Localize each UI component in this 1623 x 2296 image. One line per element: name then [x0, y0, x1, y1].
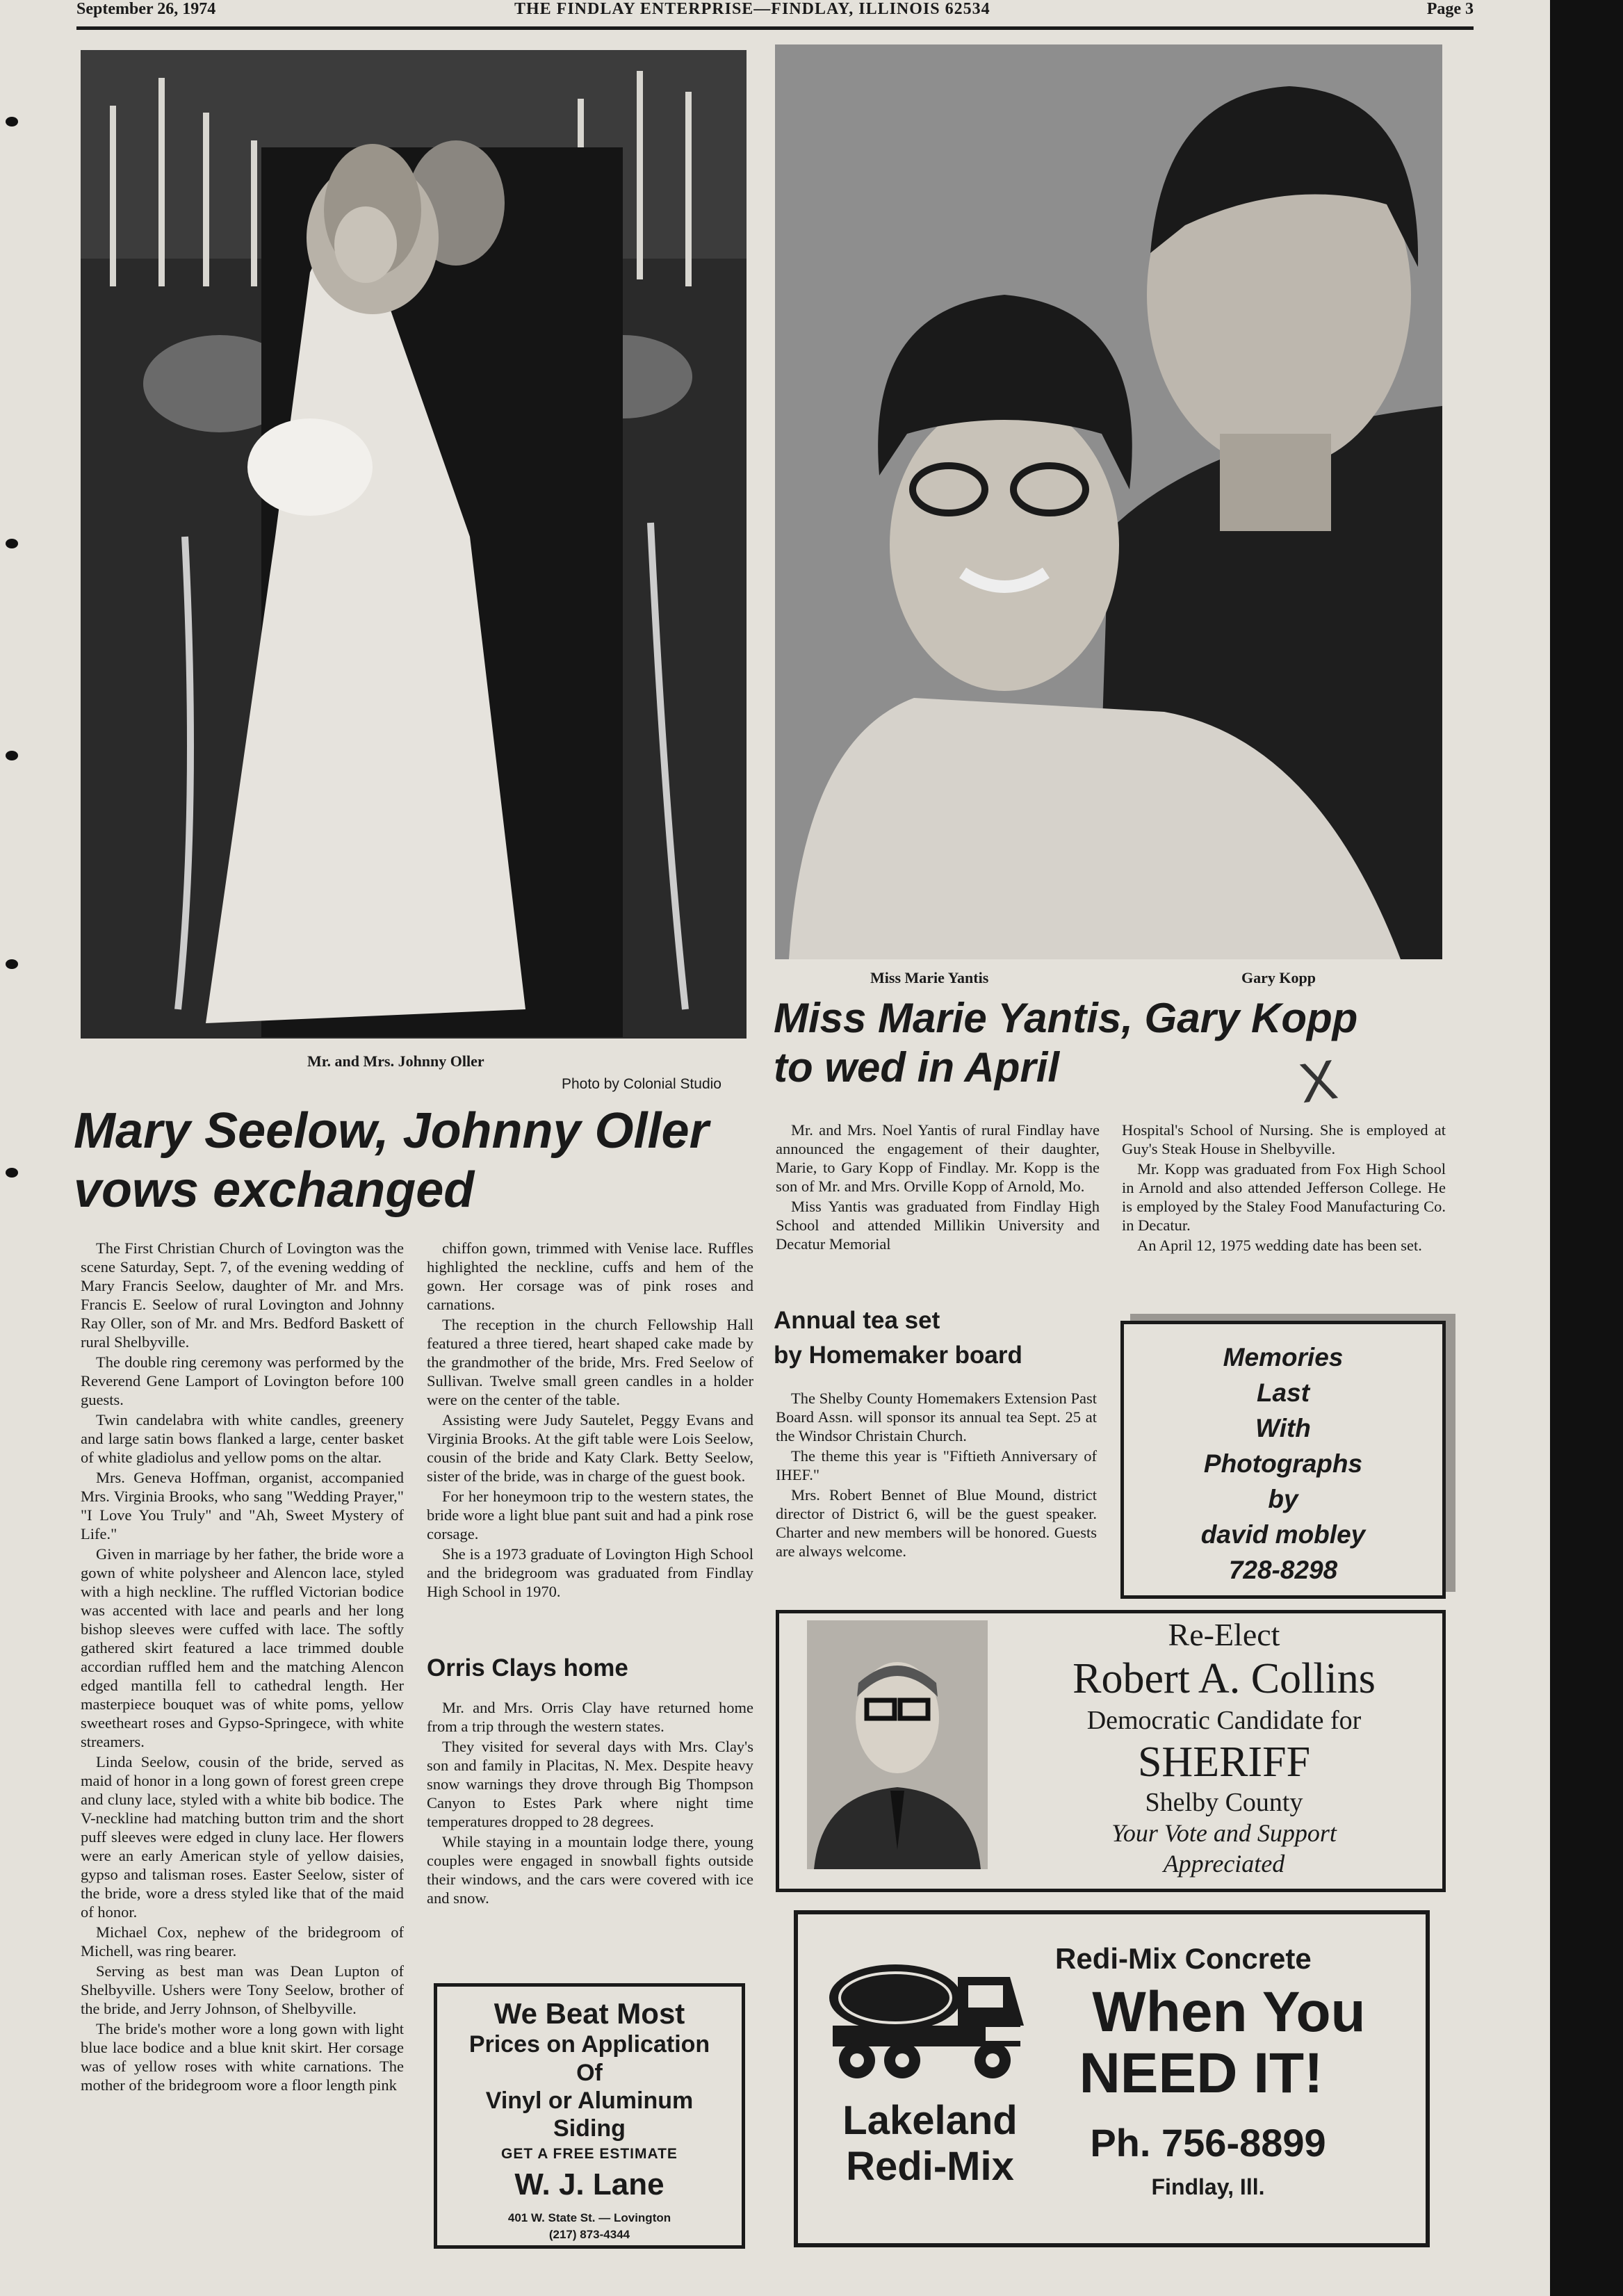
paragraph: Mrs. Robert Bennet of Blue Mound, district director of District 6, will be the guest speaker. Charter and new members will be honored. Guests are always welcome.: [776, 1486, 1097, 1560]
paragraph: Mr. Kopp was graduated from Fox High School in Arnold and also attended Jefferson College. He is employed by the Staley Food Manufacturing Co. in Decatur.: [1122, 1160, 1446, 1234]
binding-hole: [6, 117, 18, 127]
wedding-column-2: [427, 1239, 753, 1602]
ad-phone: (217) 873-4344: [548, 2228, 630, 2241]
ad-line: Your Vote and Support: [1111, 1819, 1337, 1847]
engagement-headline: Miss Marie Yantis, Gary Kopp to wed in April: [774, 995, 1358, 1091]
photo-caption-left: Miss Marie Yantis: [870, 969, 989, 986]
tea-headline-1: Annual tea set: [774, 1307, 940, 1334]
paragraph: The theme this year is "Fiftieth Anniversary of IHEF.": [776, 1447, 1097, 1483]
ad-line: Prices on Application: [468, 2031, 710, 2058]
paragraph: The Shelby County Homemakers Extension Past Board Assn. will sponsor its annual tea Sept. 25 at the Windsor Christain Church.: [776, 1390, 1097, 1444]
masthead-rule: [76, 26, 1474, 30]
ad-line: Re-Elect: [1168, 1617, 1280, 1652]
paragraph: Assisting were Judy Sautelet, Peggy Evans and Virginia Brooks. At the gift table were Lois Seelow, cousin of the bride and Katy Clark. Betty Seelow, sister of the bride, was in charge of the guest book.: [427, 1411, 753, 1485]
paragraph: The First Christian Church of Lovington was the scene Saturday, Sept. 7, of the evening wedding of Mary Francis Seelow, daughter of Mr. and Mrs. Francis E. Seelow of rural Lovington and Johnny Ray Oller, son of Mr. and Mrs. Bedford Baskett of rural Shelbyville.: [81, 1239, 404, 1351]
handwritten-mark: X: [1295, 1048, 1341, 1115]
redi-mix-ad: [794, 1910, 1430, 2247]
candidate-name: Robert A. Collins: [1073, 1655, 1376, 1702]
photo-caption-right: Gary Kopp: [1241, 969, 1316, 986]
paragraph: Miss Yantis was graduated from Findlay High School and attended Millikin University and Decatur Memorial: [776, 1198, 1100, 1253]
ad-line: by: [1268, 1485, 1298, 1513]
ad-line: Siding: [553, 2115, 626, 2142]
ad-line: GET A FREE ESTIMATE: [501, 2146, 678, 2162]
ad-line: Vinyl or Aluminum: [485, 2087, 694, 2114]
binding-hole: [6, 539, 18, 548]
ad-phone: Ph. 756-8899: [1090, 2121, 1326, 2165]
issue-date: September 26, 1974: [76, 0, 216, 18]
collins-ad-text: [1002, 1616, 1446, 1879]
binding-hole: [6, 751, 18, 760]
paragraph: The double ring ceremony was performed by the Reverend Gene Lamport of Lovington before 100 guests.: [81, 1353, 404, 1408]
paragraph: While staying in a mountain lodge there, young couples were engaged in snowball fights outside their windows, and the cars were covered with ice and snow.: [427, 1833, 753, 1907]
paragraph: She is a 1973 graduate of Lovington High School and the bridegroom was graduated from Findlay High School in 1970.: [427, 1545, 753, 1600]
ad-name: W. J. Lane: [514, 2167, 664, 2201]
ad-line: SHERIFF: [1137, 1739, 1311, 1786]
engagement-photo: [775, 44, 1442, 959]
ad-line: We Beat Most: [494, 1997, 685, 2030]
paper-name: THE FINDLAY ENTERPRISE—FINDLAY, ILLINOIS 62534: [514, 0, 990, 18]
ad-line: Last: [1256, 1378, 1310, 1407]
wedding-column-1: [81, 1239, 404, 2096]
paragraph: Twin candelabra with white candles, greenery and large satin bows flanked a large, center basket of white gladiolus and yellow poms on the altar.: [81, 1411, 404, 1466]
paragraph: Mrs. Geneva Hoffman, organist, accompanied Mrs. Virginia Brooks, who sang "Wedding Prayer," "I Love You Truly" and "Ah, Sweet Mystery of Life.": [81, 1469, 404, 1542]
ad-line: Appreciated: [1163, 1850, 1285, 1878]
lane-siding-ad: [434, 1983, 745, 2249]
company-name-line: Redi-Mix: [846, 2144, 1014, 2189]
wedding-headline: Mary Seelow, Johnny Oller vows exchanged: [74, 1103, 709, 1218]
candidate-portrait: [807, 1620, 988, 1869]
paragraph: Mr. and Mrs. Orris Clay have returned home from a trip through the western states.: [427, 1699, 753, 1735]
ad-town: Findlay, Ill.: [1151, 2174, 1265, 2199]
engagement-column-1: [776, 1121, 1100, 1255]
orris-clays-article: [427, 1698, 753, 1909]
ad-line: NEED IT!: [1079, 2042, 1323, 2105]
ad-line: Photographs: [1203, 1449, 1363, 1478]
engagement-column-2: [1122, 1121, 1446, 1256]
paragraph: The reception in the church Fellowship Hall featured a three tiered, heart shaped cake made by the grandmother of the bride, Mrs. Fred Seelow of Sullivan. Twelve small green candles in a holder were on the center of the table.: [427, 1316, 753, 1408]
ad-line: When You: [1092, 1980, 1366, 2044]
paragraph: Linda Seelow, cousin of the bride, served as maid of honor in a long gown of forest green crepe and cluny lace, styled with a white bib bodice. The V-neckline had matching button trim and the short puff sleeves were edged in cluny lace. Her flowers were an early American style of yellow daisies, gypso and talisman roses. Easter Seelow, sister of the bride, wore a dress styled like that of the maid of honor.: [81, 1753, 404, 1921]
ad-line: Memories: [1223, 1343, 1344, 1371]
ad-address: 401 W. State St. — Lovington: [507, 2211, 671, 2224]
paragraph: They visited for several days with Mrs. Clay's son and family in Placitas, N. Mex. Despite heavy snow warnings they drove through Big Thompson Canyon to Estes Park where night time temperatures dropped to 28 degrees.: [427, 1738, 753, 1830]
collins-sheriff-ad: [776, 1610, 1446, 1892]
paragraph: An April 12, 1975 wedding date has been set.: [1137, 1237, 1422, 1254]
company-name: [826, 2098, 1034, 2190]
paragraph: Hospital's School of Nursing. She is employed at Guy's Steak House in Shelbyville.: [1122, 1121, 1446, 1157]
ad-title: Redi-Mix Concrete: [1055, 1942, 1312, 1975]
ad-line: With: [1255, 1414, 1311, 1442]
wedding-photo: [81, 50, 747, 1039]
tea-headline-2: by Homemaker board: [774, 1342, 1022, 1369]
page-number: Page 3: [1426, 0, 1474, 18]
paragraph: Michael Cox, nephew of the bridegroom of Michell, was ring bearer.: [81, 1923, 404, 1960]
ad-line: Of: [576, 2060, 603, 2086]
ad-line: Democratic Candidate for: [1086, 1706, 1362, 1735]
cement-truck-icon: [819, 1949, 1034, 2088]
company-name-line: Lakeland: [842, 2098, 1018, 2143]
paragraph: Mr. and Mrs. Noel Yantis of rural Findlay have announced the engagement of their daughter, Marie, to Gary Kopp of Findlay. Mr. Kopp is the son of Mr. and Mrs. Orville Kopp of Arnold, Mo.: [776, 1121, 1100, 1195]
paragraph: Serving as best man was Dean Lupton of Shelbyville. Ushers were Tony Seelow, brother of the bride, and Jerry Johnson, of Shelbyville.: [81, 1962, 404, 2017]
tea-article: [776, 1389, 1097, 1562]
mobley-photography-ad: [1120, 1321, 1446, 1599]
binding-hole: [6, 1168, 18, 1178]
paragraph: The bride's mother wore a long gown with light blue lace bodice and a blue knit skirt. Her corsage was of yellow roses with white carnations. The mother of the bridegroom wore a floor length pink: [81, 2020, 404, 2094]
binding-hole: [6, 959, 18, 969]
ad-line: Shelby County: [1145, 1788, 1303, 1817]
wedding-photo-caption: Mr. and Mrs. Johnny Oller: [307, 1052, 484, 1070]
photo-credit: Photo by Colonial Studio: [562, 1076, 721, 1092]
paragraph: Given in marriage by her father, the bride wore a gown of white polysheer and Alencon lace, styled with a high neckline. The ruffled Victorian bodice was accented with lace and pearls and her long bishop sleeves were cuffed with lace. The softly gathered skirt featured a lace trimmed double accordian ruffled hem and the matching Alencon edged mantilla fell to cathedral length. Her masterpiece bouquet was of white poms, yellow sweetheart roses and Gypso-Springece, with white streamers.: [81, 1545, 404, 1750]
ad-line: david mobley: [1200, 1520, 1366, 1549]
paragraph: For her honeymoon trip to the western states, the bride wore a light blue pant suit and had a pink rose corsage.: [427, 1488, 753, 1542]
masthead: [76, 0, 1474, 25]
paragraph: chiffon gown, trimmed with Venise lace. Ruffles highlighted the neckline, cuffs and hem of the gown. Her corsage was of pink roses and carnations.: [427, 1239, 753, 1313]
ad-phone: 728-8298: [1228, 1556, 1338, 1584]
orris-clays-headline: Orris Clays home: [427, 1654, 628, 1682]
